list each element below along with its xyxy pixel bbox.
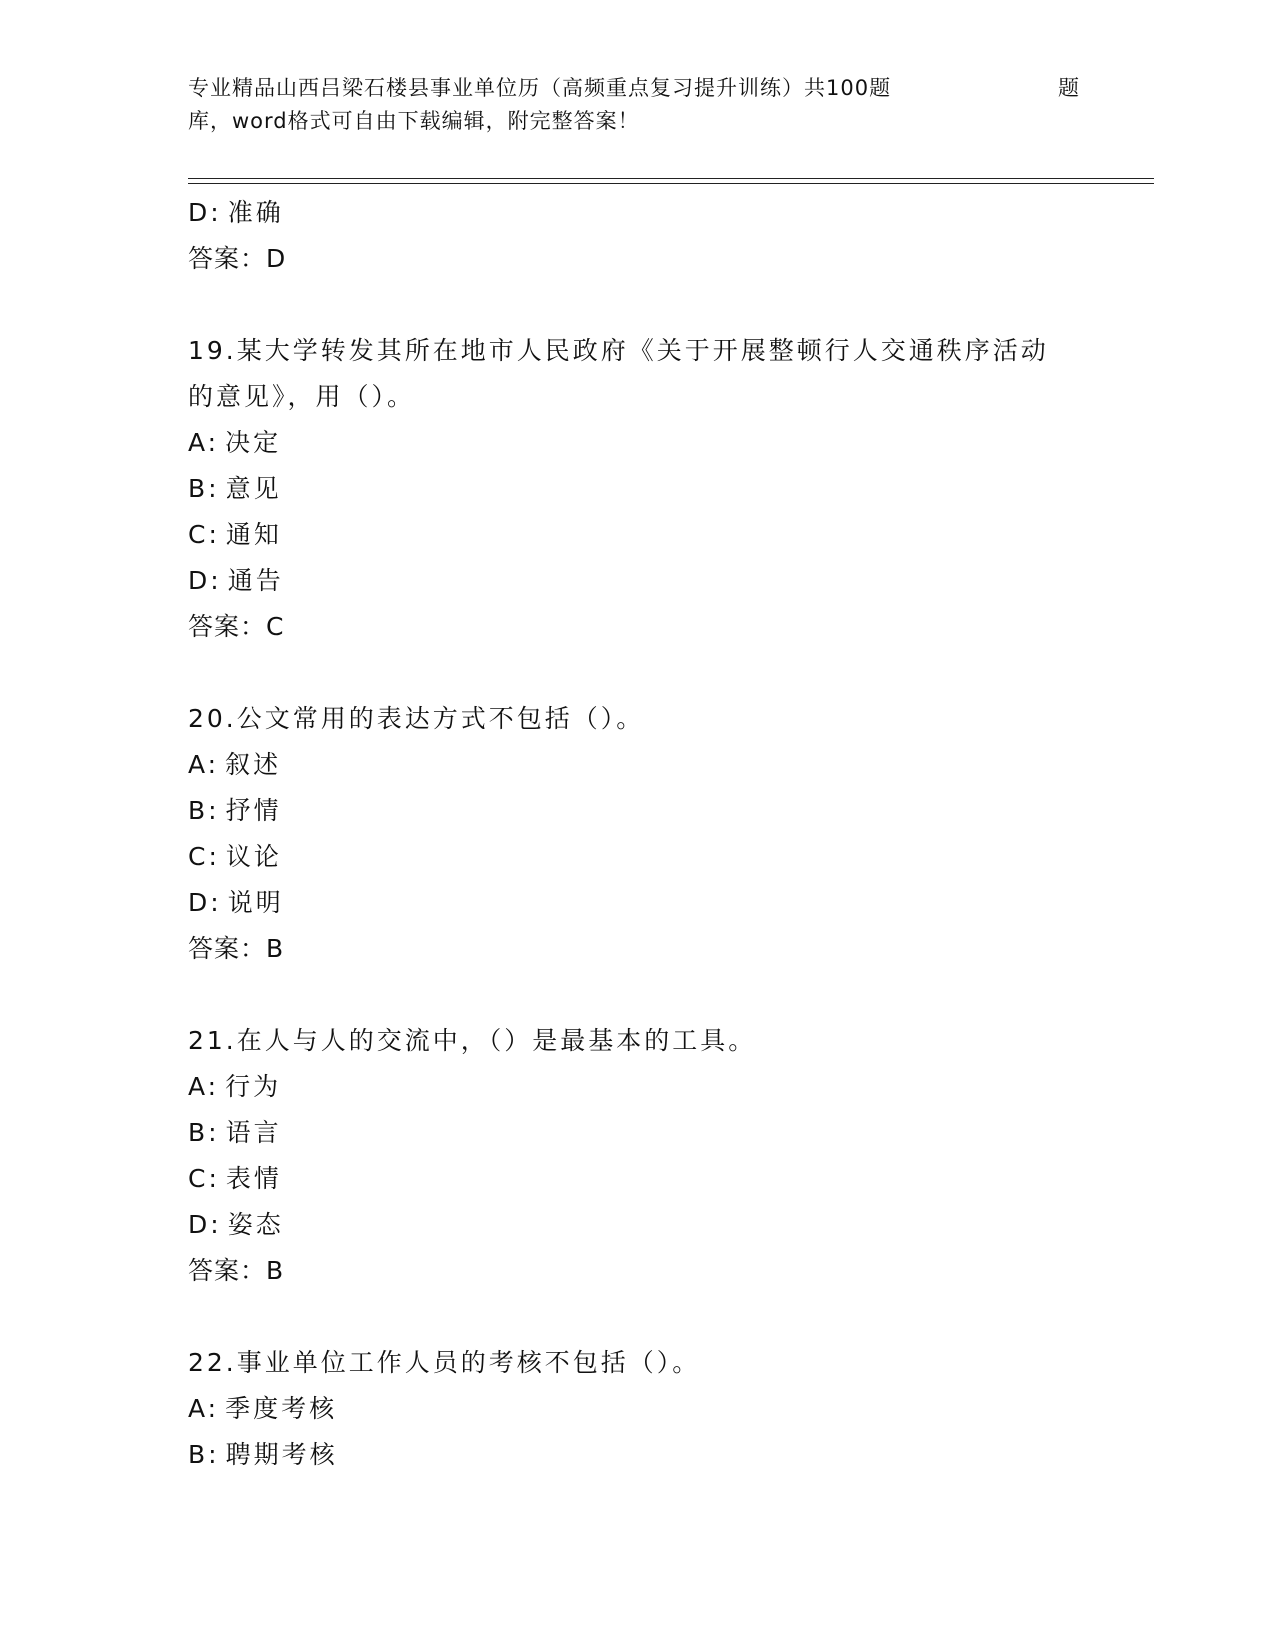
answer-option	[188, 190, 1088, 236]
option-key: A:	[188, 1072, 220, 1101]
option-text: 意见	[225, 474, 282, 503]
option-key: C:	[188, 842, 220, 871]
page-header	[188, 72, 1088, 138]
option-text: 说明	[227, 888, 284, 917]
option-text: 抒情	[225, 796, 282, 825]
answer-option	[188, 788, 1088, 834]
answer-option	[188, 1110, 1088, 1156]
option-key: B:	[188, 1118, 220, 1147]
answer-line: 答案：B	[188, 934, 285, 963]
answer-option	[188, 466, 1088, 512]
option-text: 通知	[225, 520, 282, 549]
header-divider-bottom	[188, 183, 1154, 184]
option-text: 姿态	[227, 1210, 284, 1239]
answer-option	[188, 1432, 1088, 1478]
question-text: 的意见》，用（）。	[188, 382, 416, 411]
answer-option	[188, 420, 1088, 466]
answer-line: 答案：D	[188, 244, 287, 273]
answer-option	[188, 1156, 1088, 1202]
option-key: C:	[188, 520, 220, 549]
paragraph-gap	[188, 650, 1088, 696]
option-text: 通告	[227, 566, 284, 595]
option-key: B:	[188, 474, 220, 503]
option-text: 叙述	[225, 750, 282, 779]
question-text: 22.事业单位工作人员的考核不包括（）。	[188, 1348, 701, 1377]
header-divider-top	[188, 178, 1154, 179]
option-key: A:	[188, 1394, 220, 1423]
paragraph-gap	[188, 282, 1088, 328]
answer-line: 答案：B	[188, 1256, 285, 1285]
option-text: 表情	[225, 1164, 282, 1193]
option-key: A:	[188, 750, 220, 779]
header-title-text: 专业精品山西吕梁石楼县事业单位历（高频重点复习提升训练）共100题	[188, 76, 892, 100]
answer-option	[188, 1202, 1088, 1248]
option-text: 议论	[225, 842, 282, 871]
answer-line: 答案：C	[188, 612, 285, 641]
option-key: A:	[188, 428, 220, 457]
option-text: 聘期考核	[225, 1440, 338, 1469]
document-body	[188, 190, 1088, 1478]
option-key: D:	[188, 566, 222, 595]
answer-option	[188, 1064, 1088, 1110]
answer-option	[188, 1386, 1088, 1432]
question-text: 21.在人与人的交流中，（）是最基本的工具。	[188, 1026, 757, 1055]
answer-option	[188, 742, 1088, 788]
option-key: D:	[188, 1210, 222, 1239]
option-key: D:	[188, 888, 222, 917]
answer-option	[188, 558, 1088, 604]
question-text: 20.公文常用的表达方式不包括（）。	[188, 704, 645, 733]
answer-option	[188, 512, 1088, 558]
answer-option	[188, 834, 1088, 880]
option-key: B:	[188, 1440, 220, 1469]
answer-option	[188, 880, 1088, 926]
option-text: 语言	[225, 1118, 282, 1147]
paragraph-gap	[188, 1294, 1088, 1340]
header-line-2: 库，word格式可自由下载编辑，附完整答案！	[188, 109, 640, 133]
paragraph-gap	[188, 972, 1088, 1018]
option-text: 季度考核	[225, 1394, 338, 1423]
option-text: 准确	[227, 198, 284, 227]
header-line-1	[188, 72, 1088, 105]
option-key: C:	[188, 1164, 220, 1193]
question-text: 19.某大学转发其所在地市人民政府《关于开展整顿行人交通秩序活动	[188, 336, 1049, 365]
option-key: B:	[188, 796, 220, 825]
option-key: D:	[188, 198, 222, 227]
header-title-tail: 题	[1058, 76, 1080, 100]
option-text: 行为	[225, 1072, 282, 1101]
option-text: 决定	[225, 428, 282, 457]
